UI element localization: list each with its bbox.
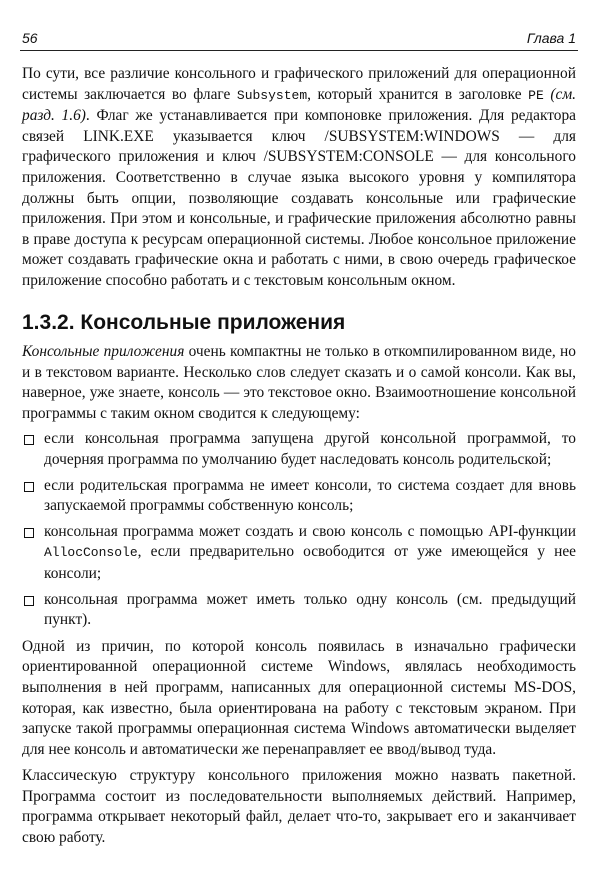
paragraph-intro bbox=[22, 64, 576, 292]
paragraph-windows-console: Одной из причин, по которой консоль появилась в изначально графически ориентированной операционной системе Windows, являлась необходимость выполнения в ней программ, написанных для операционной системы MS-DOS, которая, как известно, была ориентирована на работу с текстовым экраном. При запуске такой программы операционная система Windows автоматически выделяет для нее консоль и автоматически же перенаправляет ее ввод/вывод туда. bbox=[22, 637, 576, 758]
console-rules-list bbox=[22, 429, 576, 630]
section-body bbox=[22, 342, 576, 849]
list-item-text: если консольная программа запущена другой консольной программой, то дочерняя программа по умолчанию будет наследовать консоль родительской; bbox=[44, 430, 576, 468]
running-header bbox=[20, 28, 578, 51]
cross-reference: (см. разд. 1.6) bbox=[22, 85, 576, 125]
paragraph-batch-structure: Классическую структуру консольного приложения можно назвать пакетной. Программа состоит из последовательности выполняемых действий. Например, программа открывает некоторый файл, делает что-то, закрывает его и заканчивает свою работу. bbox=[22, 767, 576, 847]
intro-text-1: По сути, все различие консольного и графического приложений для операционной системы заключается во флаге bbox=[22, 65, 576, 103]
intro-text-3: . Флаг же устанавливается при компоновке приложения. Для редактора связей LINK.EXE указывается ключ /SUBSYSTEM:WINDOWS — для графического приложения и ключ /SUBSYSTEM:CONSOLE — для консольного приложения. Соответственно в случае языка высокого уровня у компилятора должны быть опции, позволяющие создавать консольные или графические приложения. При этом и консольные, и графические приложения абсолютно равны в праве доступа к ресурсам операционной системы. Любое консольное приложение может создавать графические окна и работать с ними, в свою очередь графическое приложение способно работать и с текстовым консольным окном. bbox=[22, 107, 576, 289]
intro-text-2: , который хранится в заголовке bbox=[307, 85, 529, 103]
checkbox-bullet-icon bbox=[24, 482, 34, 492]
checkbox-bullet-icon bbox=[24, 596, 34, 606]
list-item-text: если родительская программа не имеет консоли, то система создает для вновь запускаемой программы собственную консоль; bbox=[44, 476, 576, 515]
list-item-text: консольная программа может иметь только одну консоль (см. предыдущий пункт). bbox=[44, 590, 576, 629]
list-item bbox=[22, 590, 576, 631]
code-allocconsole: AllocConsole bbox=[44, 545, 138, 561]
paragraph-console-apps bbox=[22, 342, 576, 424]
term-console-apps: Консольные приложения bbox=[22, 343, 185, 360]
list-item-text: консольная программа может создать и свою консоль с помощью API-функции bbox=[44, 522, 576, 540]
section-heading: 1.3.2. Консольные приложения bbox=[22, 311, 346, 334]
list-item bbox=[22, 429, 576, 470]
list-item bbox=[22, 522, 576, 585]
list-item-text: , если предварительно освободится от уже имеющейся у нее консоли; bbox=[44, 543, 576, 582]
checkbox-bullet-icon bbox=[24, 528, 34, 538]
paragraph-intro-text bbox=[22, 64, 576, 292]
list-item bbox=[22, 476, 576, 517]
chapter-label: Глава 1 bbox=[526, 30, 576, 46]
code-pe: PE bbox=[528, 87, 544, 103]
code-subsystem: Subsystem bbox=[236, 87, 308, 103]
checkbox-bullet-icon bbox=[24, 435, 34, 445]
console-apps-text: очень компактны не только в откомпилированном виде, но и в текстовом варианте. Несколько слов следует сказать и о самой консоли. Как вы, наверное, уже знаете, консоль — это текстовое окно. Взаимоотношение консольной программы с таким окном сводится к следующему: bbox=[22, 343, 576, 422]
page-number: 56 bbox=[22, 30, 38, 46]
